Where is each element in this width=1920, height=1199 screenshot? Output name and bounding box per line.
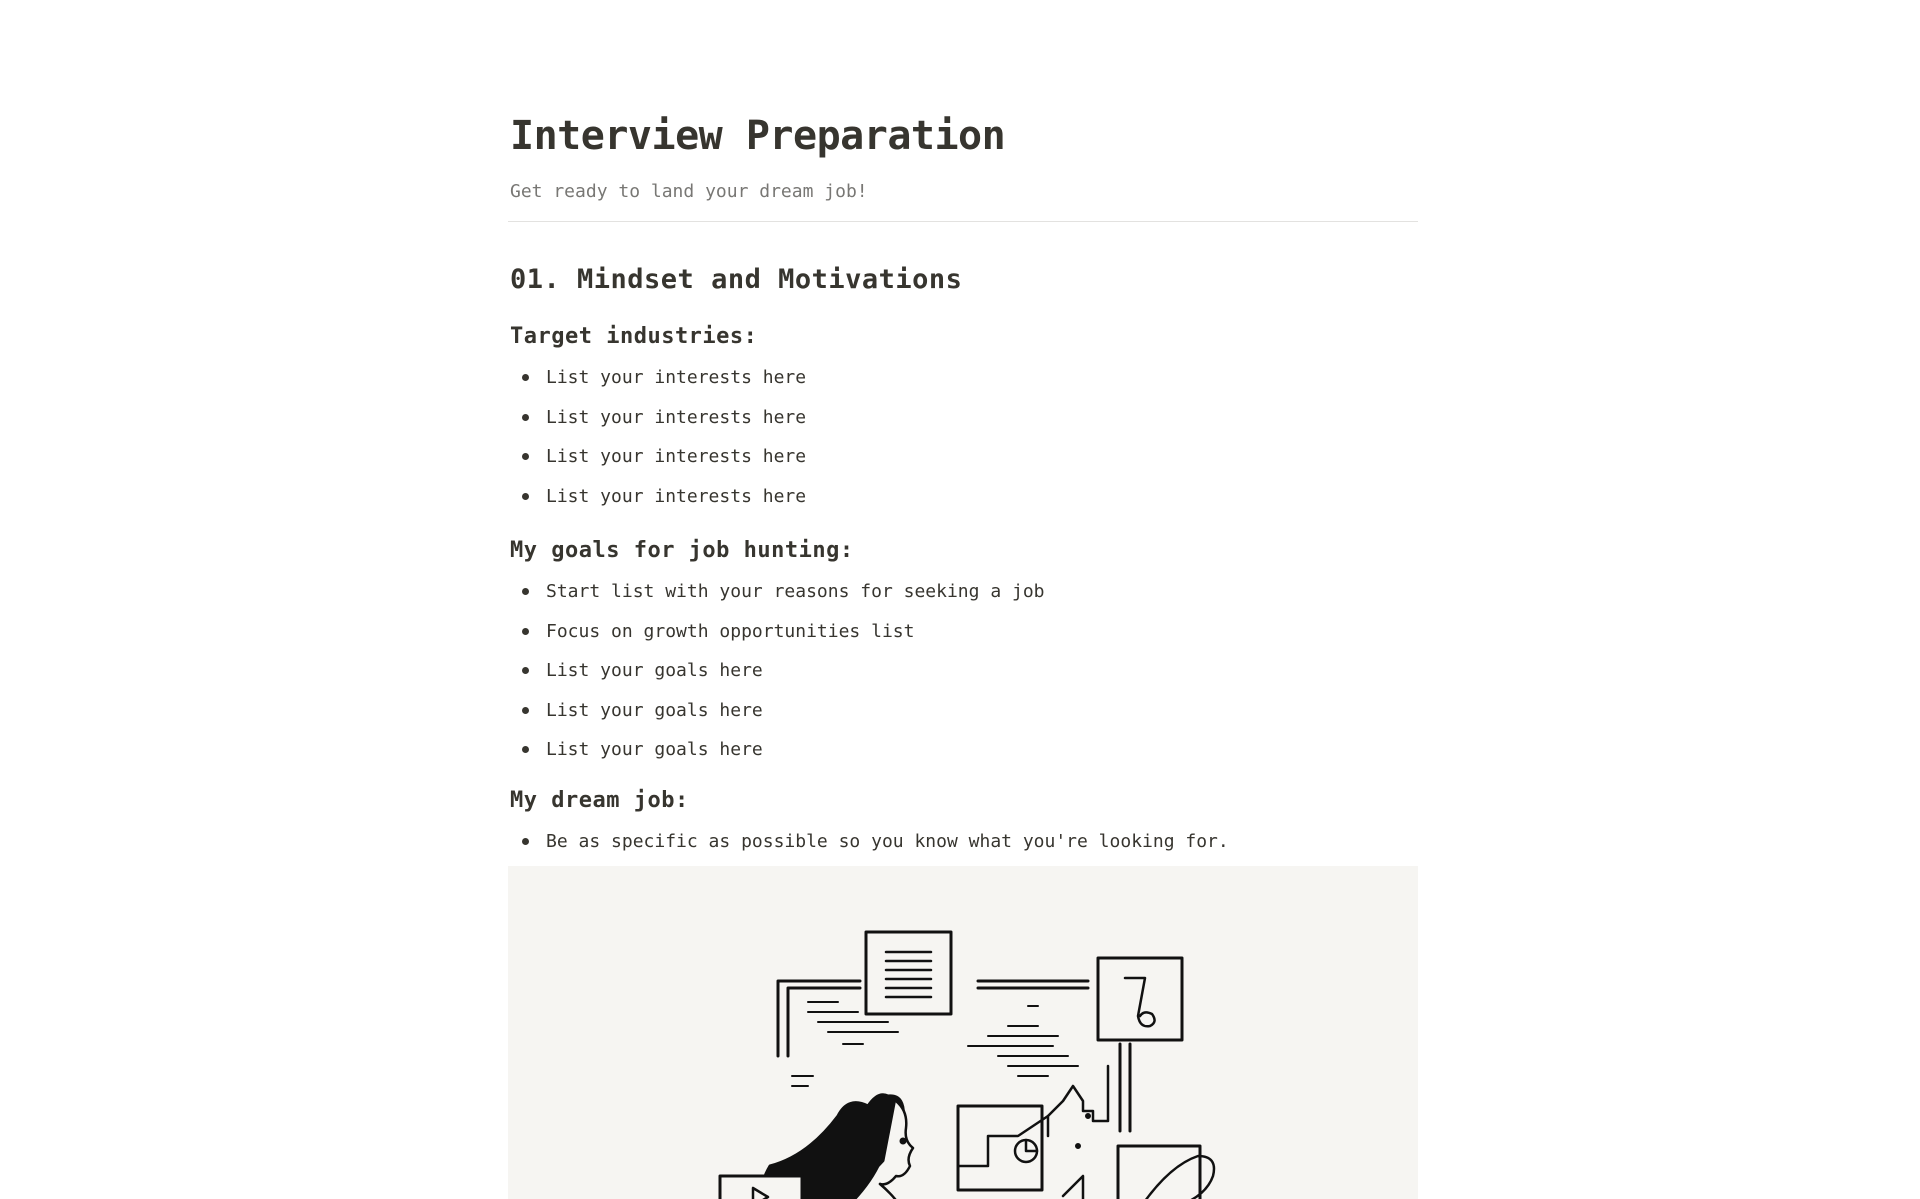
list-item[interactable] — [510, 657, 1045, 697]
bullet-icon — [522, 453, 529, 460]
heading-dream-job[interactable]: My dream job: — [510, 788, 689, 813]
bullet-icon — [522, 493, 529, 500]
bullet-icon — [522, 414, 529, 421]
list-item[interactable] — [510, 736, 1045, 776]
list-item-text: List your goals here — [546, 660, 763, 681]
bullet-icon — [522, 707, 529, 714]
list-item[interactable] — [510, 483, 806, 523]
list-item-text: Be as specific as possible so you know what you're looking for. — [546, 831, 1229, 852]
page-subtitle[interactable]: Get ready to land your dream job! — [510, 181, 868, 202]
bullet-icon — [522, 588, 529, 595]
list-item[interactable] — [510, 618, 1045, 658]
list-dream-job — [510, 828, 1229, 868]
page-content — [510, 0, 1420, 1199]
page-title[interactable]: Interview Preparation — [510, 113, 1006, 159]
illustration-image[interactable] — [508, 866, 1418, 1199]
list-target-industries — [510, 364, 806, 522]
list-item-text: List your interests here — [546, 485, 807, 507]
list-item[interactable] — [510, 443, 806, 483]
list-item[interactable] — [510, 697, 1045, 737]
bullet-icon — [522, 746, 529, 753]
bullet-icon — [522, 667, 529, 674]
bullet-icon — [522, 374, 529, 381]
list-item[interactable] — [510, 828, 1229, 868]
heading-goals[interactable]: My goals for job hunting: — [510, 538, 854, 563]
list-item[interactable] — [510, 578, 1045, 618]
list-item[interactable] — [510, 404, 806, 444]
list-item-text: Start list with your reasons for seeking a job — [546, 581, 1045, 602]
heading-target-industries[interactable]: Target industries: — [510, 324, 758, 349]
bullet-icon — [522, 838, 529, 845]
divider — [508, 221, 1418, 222]
list-item-text: List your interests here — [546, 367, 807, 388]
list-item-text: List your interests here — [546, 446, 807, 467]
list-goals — [510, 578, 1045, 776]
section-heading-mindset[interactable]: 01. Mindset and Motivations — [510, 264, 963, 295]
person-working-illustration-icon — [508, 866, 1418, 1199]
bullet-icon — [522, 628, 529, 635]
list-item-text: List your goals here — [546, 699, 763, 721]
list-item-text: Focus on growth opportunities list — [546, 620, 915, 642]
list-item-text: List your goals here — [546, 739, 763, 760]
list-item-text: List your interests here — [546, 406, 807, 428]
list-item[interactable] — [510, 364, 806, 404]
